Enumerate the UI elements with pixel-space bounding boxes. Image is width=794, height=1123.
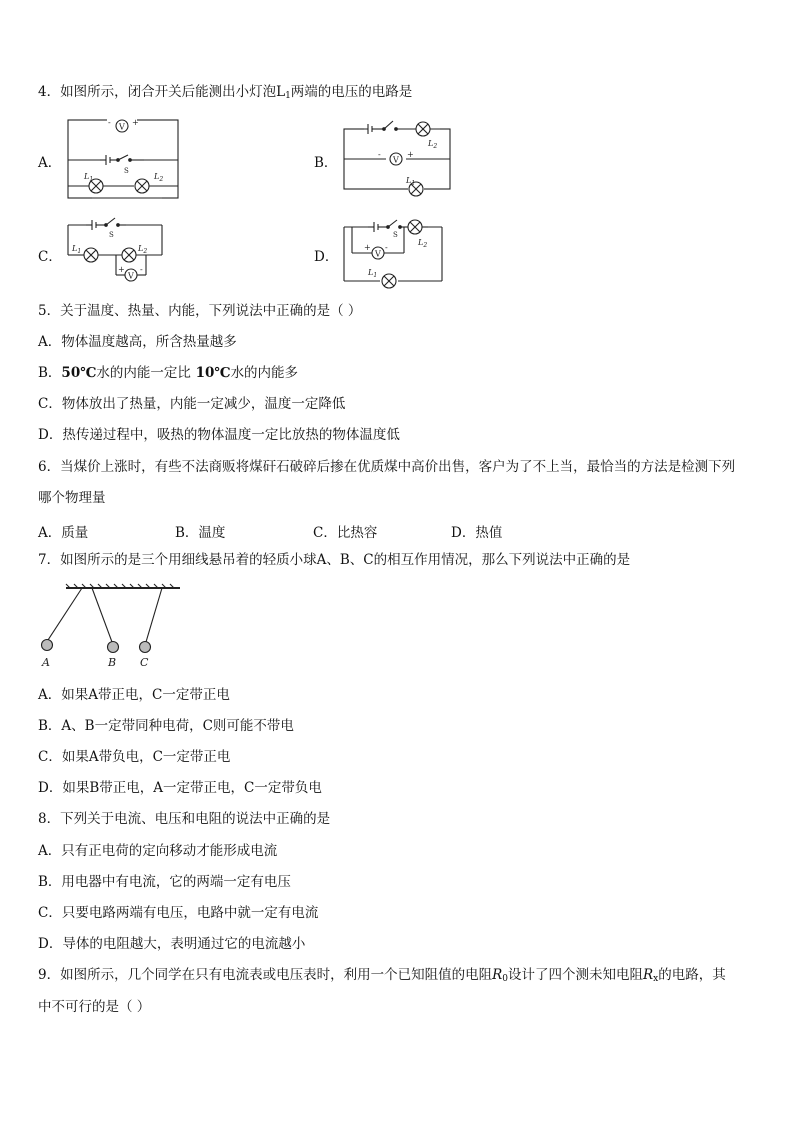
svg-text:-: -	[140, 265, 143, 274]
svg-text:V: V	[393, 155, 399, 165]
q6-stem-line2: 哪个物理量	[38, 490, 106, 506]
q5-option-c: C．物体放出了热量，内能一定减少，温度一定降低	[38, 396, 346, 412]
q7-option-a: A．如果A带正电，C一定带正电	[38, 687, 230, 703]
q9-stem-line2: 中不可行的是（ ）	[38, 999, 151, 1015]
svg-text:+: +	[132, 118, 139, 127]
hanging-balls-diagram	[36, 582, 186, 672]
ball-c-icon	[140, 642, 151, 653]
svg-text:+: +	[364, 243, 371, 252]
circuit-diagram-a	[62, 115, 184, 203]
ball-a-icon	[42, 640, 53, 651]
svg-text:L1: $L_1$	[368, 268, 378, 279]
svg-text:S: S	[393, 231, 398, 239]
svg-text:+: +	[118, 265, 125, 274]
ball-b-icon	[108, 642, 119, 653]
svg-text:C: C	[140, 656, 149, 669]
svg-text:L2: $L_2$	[154, 172, 164, 183]
q4-option-c-label: C．	[38, 249, 62, 265]
q5-stem: 5．关于温度、热量、内能，下列说法中正确的是（ ）	[38, 303, 362, 319]
svg-text:V: V	[119, 122, 125, 132]
q6-option-c: C．比热容	[313, 525, 378, 541]
svg-text:L2: $L_2$	[418, 238, 428, 249]
q6-option-a: A．质量	[38, 525, 89, 541]
q8-option-d: D．导体的电阻越大，表明通过它的电流越小	[38, 936, 306, 952]
svg-text:-: -	[108, 118, 111, 127]
svg-text:L2: $L_2$	[428, 139, 438, 150]
q8-option-c: C．只要电路两端有电压，电路中就一定有电流	[38, 905, 319, 921]
q4-option-d-label: D．	[314, 249, 339, 265]
q7-option-d: D．如果B带正电，A一定带正电，C一定带负电	[38, 780, 322, 796]
circuit-diagram-c	[62, 215, 170, 289]
svg-text:L2: $L_2$	[138, 244, 148, 255]
q5-option-a: A．物体温度越高，所含热量越多	[38, 334, 237, 350]
q6-option-d: D．热值	[451, 525, 503, 541]
q8-option-b: B．用电器中有电流，它的两端一定有电压	[38, 874, 291, 890]
svg-text:L1: $L_1$	[72, 244, 82, 255]
q5-option-b: B．50℃水的内能一定比 10℃水的内能多	[38, 365, 299, 381]
q5-option-d: D．热传递过程中，吸热的物体温度一定比放热的物体温度低	[38, 427, 400, 443]
q7-option-b: B．A、B一定带同种电荷，C则可能不带电	[38, 718, 294, 734]
q9-stem-line1: 9．如图所示，几个同学在只有电流表或电压表时，利用一个已知阻值的电阻$R_0$设计了四个测未知电阻$R_x$的电路，其	[38, 967, 726, 984]
svg-text:L1: $L_1$	[406, 176, 416, 187]
svg-text:+: +	[407, 150, 414, 159]
svg-text:V: V	[128, 271, 134, 281]
q7-stem: 7．如图所示的是三个用细线悬吊着的轻质小球A、B、C的相互作用情况，那么下列说法中正确的是	[38, 552, 631, 568]
q6-stem-line1: 6．当煤价上涨时，有些不法商贩将煤矸石破碎后掺在优质煤中高价出售，客户为了不上当，最恰当的方法是检测下列	[38, 459, 736, 475]
svg-text:V: V	[375, 249, 381, 259]
q4-option-a-label: A．	[38, 155, 62, 171]
q6-option-b: B．温度	[175, 525, 226, 541]
circuit-diagram-d	[338, 213, 448, 293]
q4-option-b-label: B．	[314, 155, 338, 171]
svg-text:B: B	[108, 656, 117, 669]
q8-option-a: A．只有正电荷的定向移动才能形成电流	[38, 843, 278, 859]
svg-text:-: -	[378, 150, 381, 159]
q8-stem: 8．下列关于电流、电压和电阻的说法中正确的是	[38, 811, 331, 827]
q7-option-c: C．如果A带负电，C一定带正电	[38, 749, 231, 765]
svg-text:A: A	[42, 656, 50, 669]
svg-text:L1: $L_1$	[84, 172, 94, 183]
svg-text:-: -	[385, 243, 388, 252]
svg-text:S: S	[109, 231, 114, 239]
circuit-diagram-b	[338, 113, 456, 205]
svg-text:S: S	[124, 167, 129, 175]
q4-stem: 4．如图所示，闭合开关后能测出小灯泡$L_1$两端的电压的电路是	[38, 84, 413, 101]
